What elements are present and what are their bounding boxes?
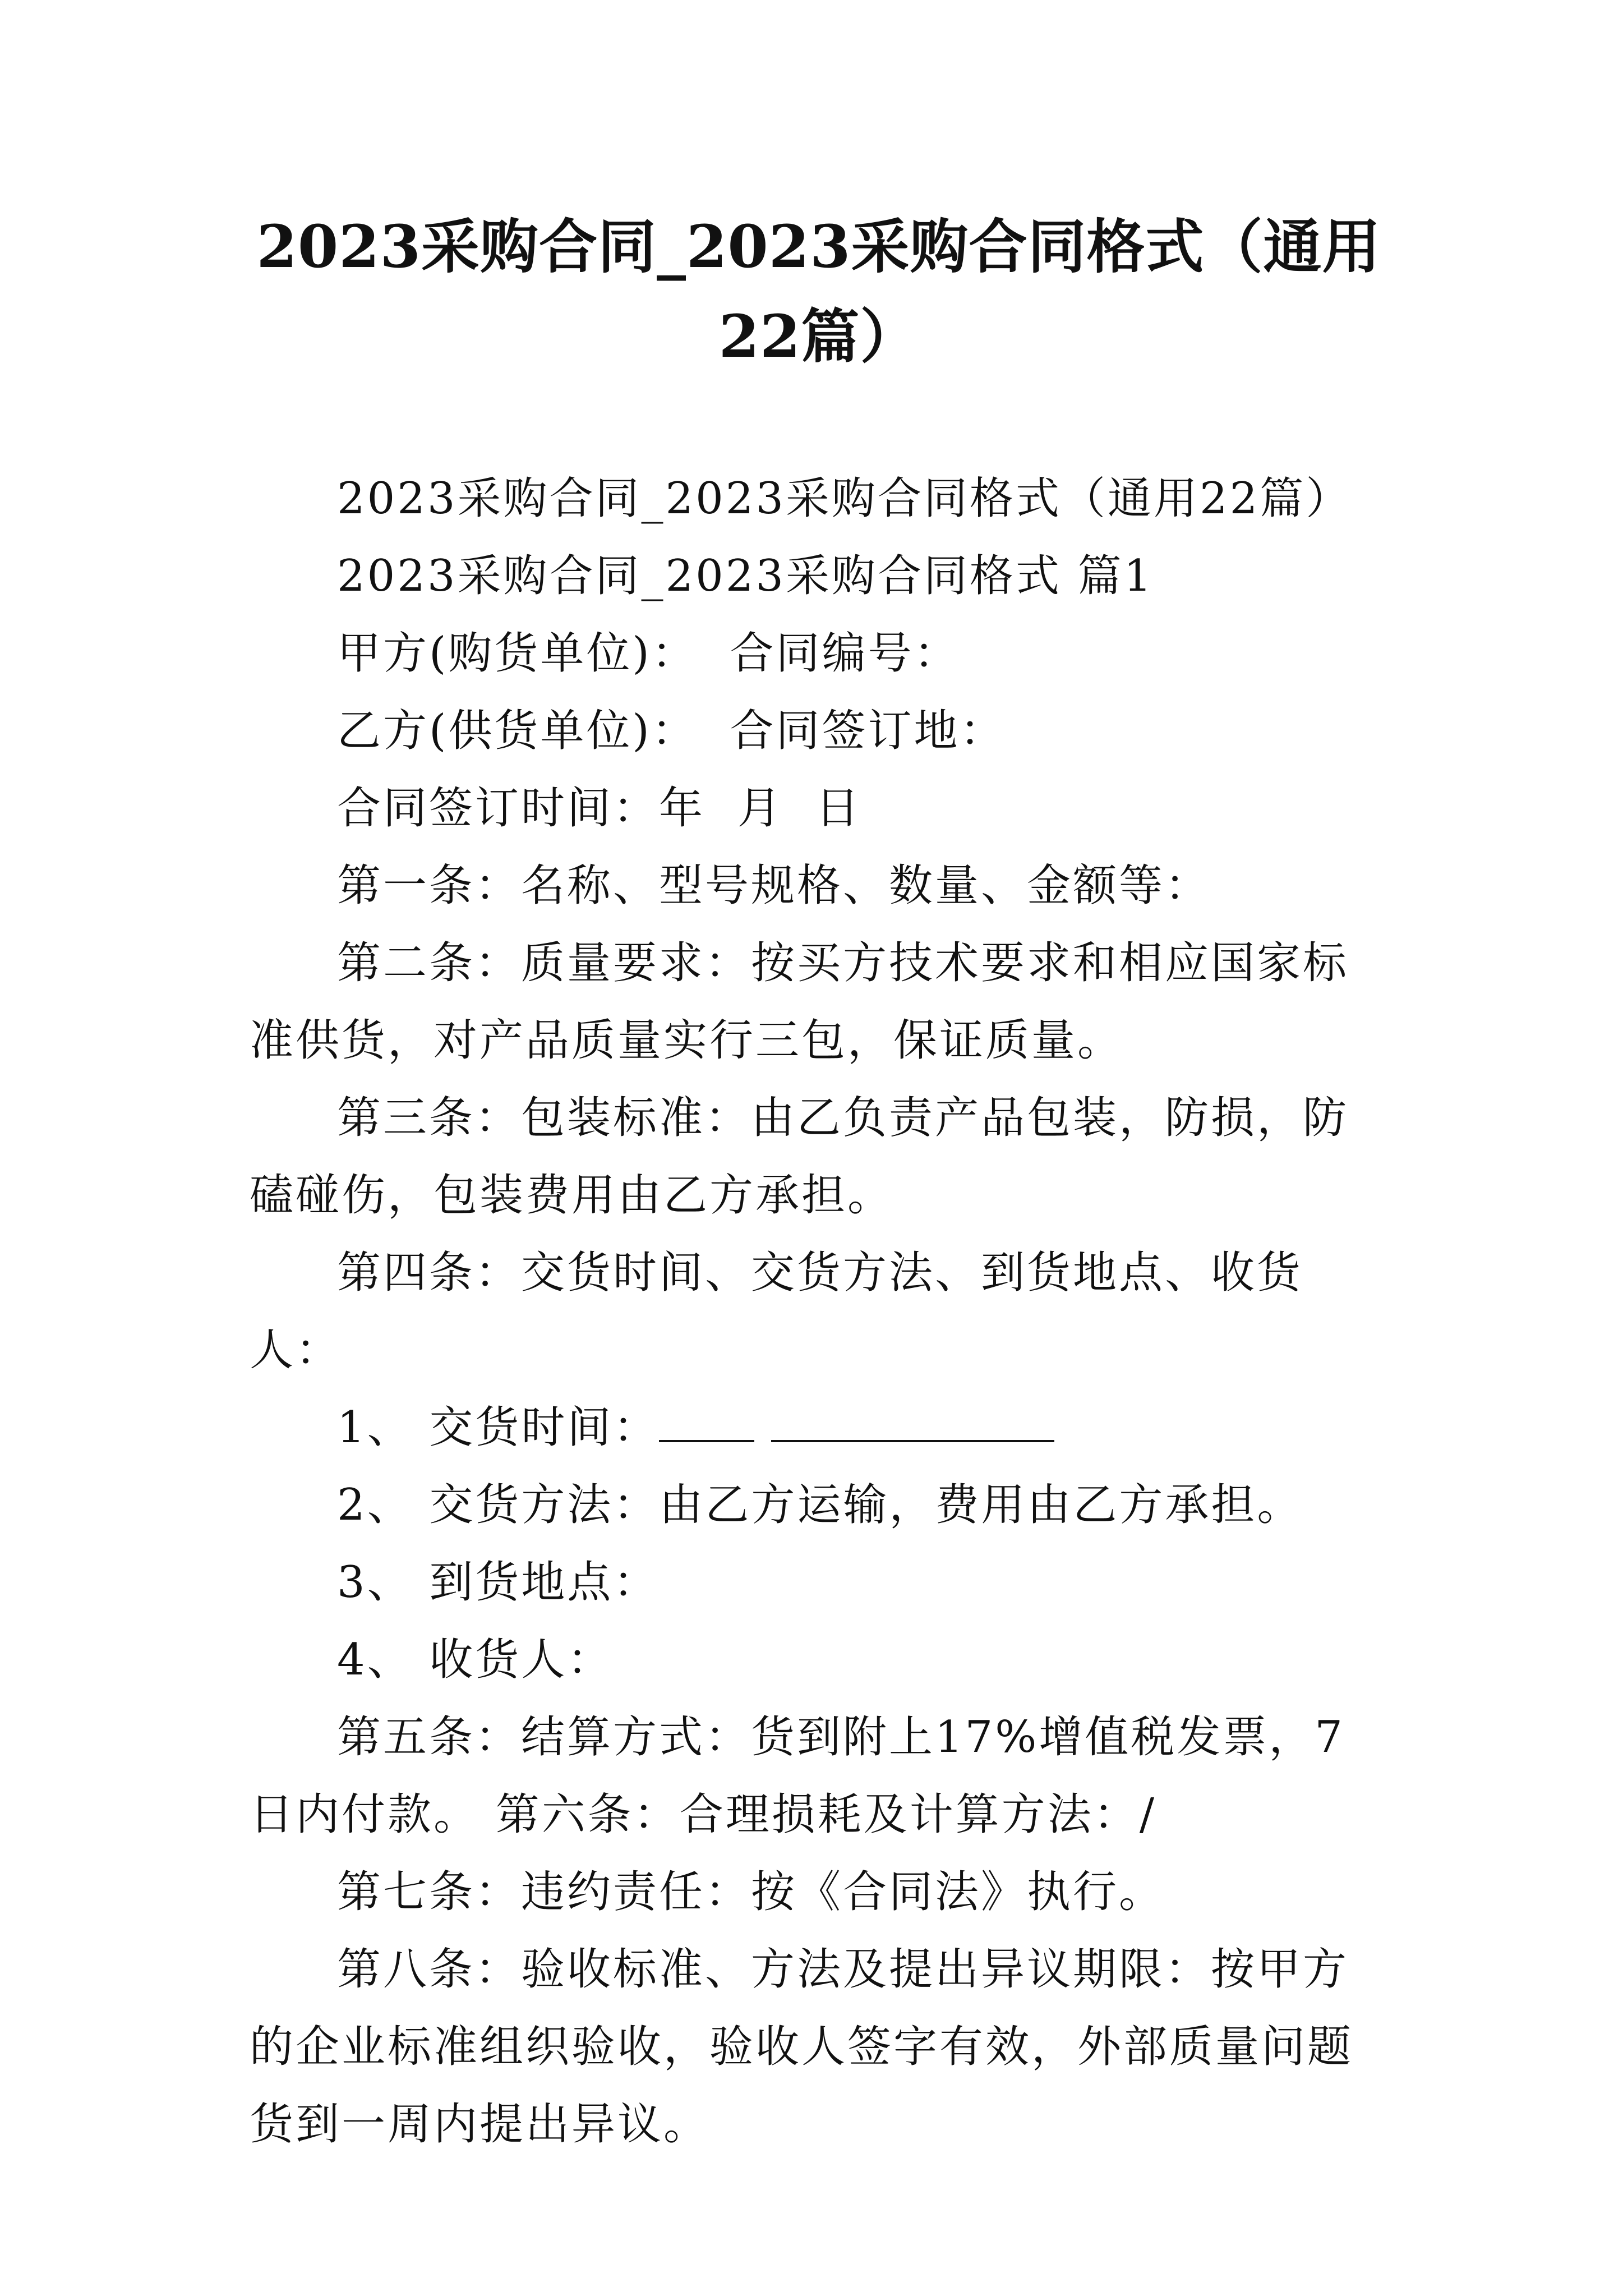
- paragraph: 4、 收货人：: [337, 1635, 614, 1685]
- paragraph: 2、 交货方法：由乙方运输，费用由乙方承担。: [337, 1480, 1303, 1530]
- paragraph: 第一条：名称、型号规格、数量、金额等：: [337, 861, 1211, 911]
- paragraph: 乙方(供货单位)： 合同签订地：: [337, 706, 1006, 756]
- paragraph-delivery-time: [250, 1389, 1388, 1466]
- paragraph: 第五条：结算方式：货到附上17%增值税发票，7日内付款。 第六条：合理损耗及计算方法：/: [250, 1712, 1345, 1840]
- paragraph-text: 1、 交货时间：: [337, 1402, 660, 1453]
- paragraph: 第七条：违约责任：按《合同法》执行。: [337, 1867, 1165, 1917]
- document-title: 2023采购合同_2023采购合同格式（通用22篇）: [256, 212, 1381, 371]
- paragraph: 甲方(购货单位)： 合同编号：: [337, 628, 960, 679]
- paragraph: 第四条：交货时间、交货方法、到货地点、收货人：: [250, 1248, 1303, 1375]
- paragraph: 第三条：包装标准：由乙负责产品包装，防损，防磕碰伤，包装费用由乙方承担。: [250, 1093, 1349, 1221]
- paragraph: 合同签订时间：年 月 日: [337, 783, 862, 834]
- paragraph: 2023采购合同_2023采购合同格式 篇1: [337, 551, 1154, 601]
- blank-underline: [659, 1401, 754, 1442]
- blank-underline: [771, 1401, 1054, 1442]
- paragraph: 第八条：验收标准、方法及提出异议期限：按甲方的企业标准组织验收，验收人签字有效，外部质量问题货到一周内提出异议。: [250, 1944, 1354, 2150]
- document-body: [250, 460, 1388, 2163]
- paragraph: 第二条：质量要求：按买方技术要求和相应国家标准供货，对产品质量实行三包，保证质量。: [250, 938, 1349, 1066]
- paragraph: 2023采购合同_2023采购合同格式（通用22篇）: [337, 473, 1352, 524]
- paragraph: 3、 到货地点：: [337, 1557, 660, 1608]
